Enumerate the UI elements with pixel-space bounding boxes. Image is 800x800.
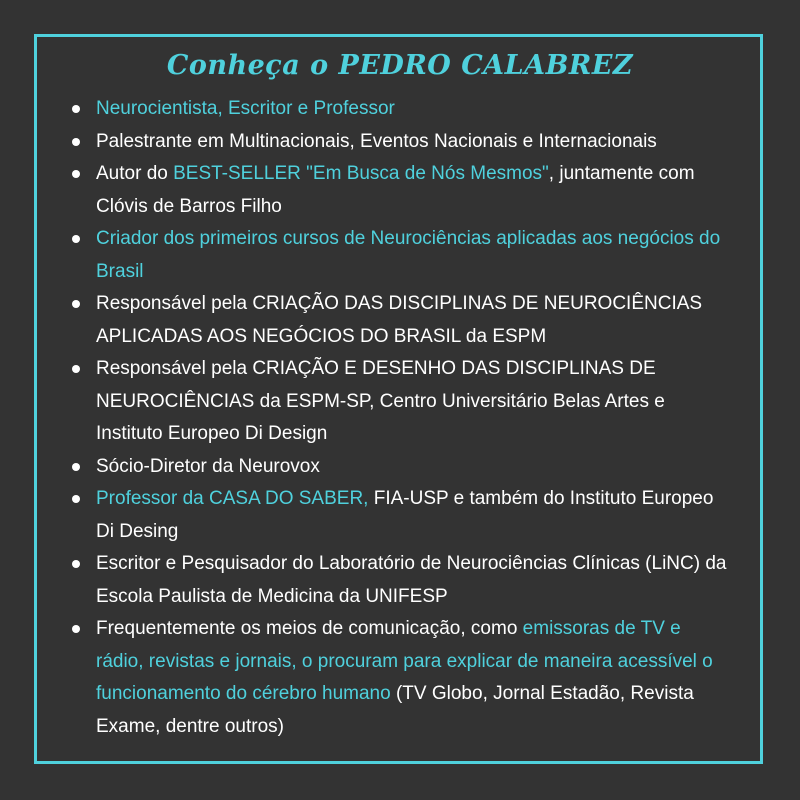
list-item bbox=[72, 126, 732, 159]
list-item bbox=[72, 548, 732, 613]
item-text: (TV Globo, Jornal Estadão, Revista Exame, dentre outros) bbox=[96, 683, 694, 737]
highlighted-text: Neurocientista, Escritor e Professor bbox=[96, 98, 395, 119]
bullet-icon bbox=[72, 463, 80, 471]
bullet-icon bbox=[72, 105, 80, 113]
list-item bbox=[72, 93, 732, 126]
page-title: Conheça o PEDRO CALABREZ bbox=[166, 50, 634, 81]
bullet-icon bbox=[72, 495, 80, 503]
item-text: Sócio-Diretor da Neurovox bbox=[96, 455, 320, 477]
bullet-icon bbox=[72, 170, 80, 178]
list-item bbox=[72, 451, 732, 484]
list-item bbox=[72, 353, 732, 451]
item-text: Autor do bbox=[96, 163, 174, 184]
list-item bbox=[72, 158, 732, 223]
item-text: FIA-USP e também do Instituto Europeo Di Desing bbox=[96, 488, 714, 542]
item-text: Responsável pela CRIAÇÃO DAS DISCIPLINAS DE NEUROCIÊNCIAS APLICADAS AOS NEGÓCIOS DO BRASIL da ESPM bbox=[96, 293, 703, 347]
item-text: Palestrante em Multinacionais, Eventos Nacionais e Internacionais bbox=[96, 130, 657, 152]
highlighted-text: Criador dos primeiros cursos de Neurociências aplicadas aos negócios do Brasil bbox=[96, 228, 721, 282]
item-text: Responsável pela CRIAÇÃO E DESENHO DAS DISCIPLINAS DE NEUROCIÊNCIAS da ESPM-SP, Centro Universitário Belas Artes e Instituto Europeo Di Design bbox=[96, 358, 665, 444]
bullet-icon bbox=[72, 235, 80, 243]
item-text: Escritor e Pesquisador do Laboratório de Neurociências Clínicas (LiNC) da Escola Paulista de Medicina da UNIFESP bbox=[96, 553, 727, 607]
bullet-icon bbox=[72, 365, 80, 373]
list-item bbox=[72, 483, 732, 548]
item-text: , juntamente com Clóvis de Barros Filho bbox=[96, 163, 695, 217]
bullet-icon bbox=[72, 300, 80, 308]
bio-list bbox=[72, 93, 732, 743]
highlighted-text: emissoras de TV e rádio, revistas e jornais, o procuram para explicar de maneira acessível o funcionamento do cérebro humano bbox=[96, 618, 713, 704]
bullet-icon bbox=[72, 560, 80, 568]
highlighted-text: Professor da CASA DO SABER, bbox=[96, 488, 369, 509]
bullet-icon bbox=[72, 625, 80, 633]
list-item bbox=[72, 223, 732, 288]
list-item bbox=[72, 288, 732, 353]
highlighted-text: BEST-SELLER "Em Busca de Nós Mesmos" bbox=[173, 163, 549, 184]
list-item bbox=[72, 613, 732, 743]
bullet-icon bbox=[72, 138, 80, 146]
item-text: Frequentemente os meios de comunicação, como bbox=[96, 618, 523, 639]
